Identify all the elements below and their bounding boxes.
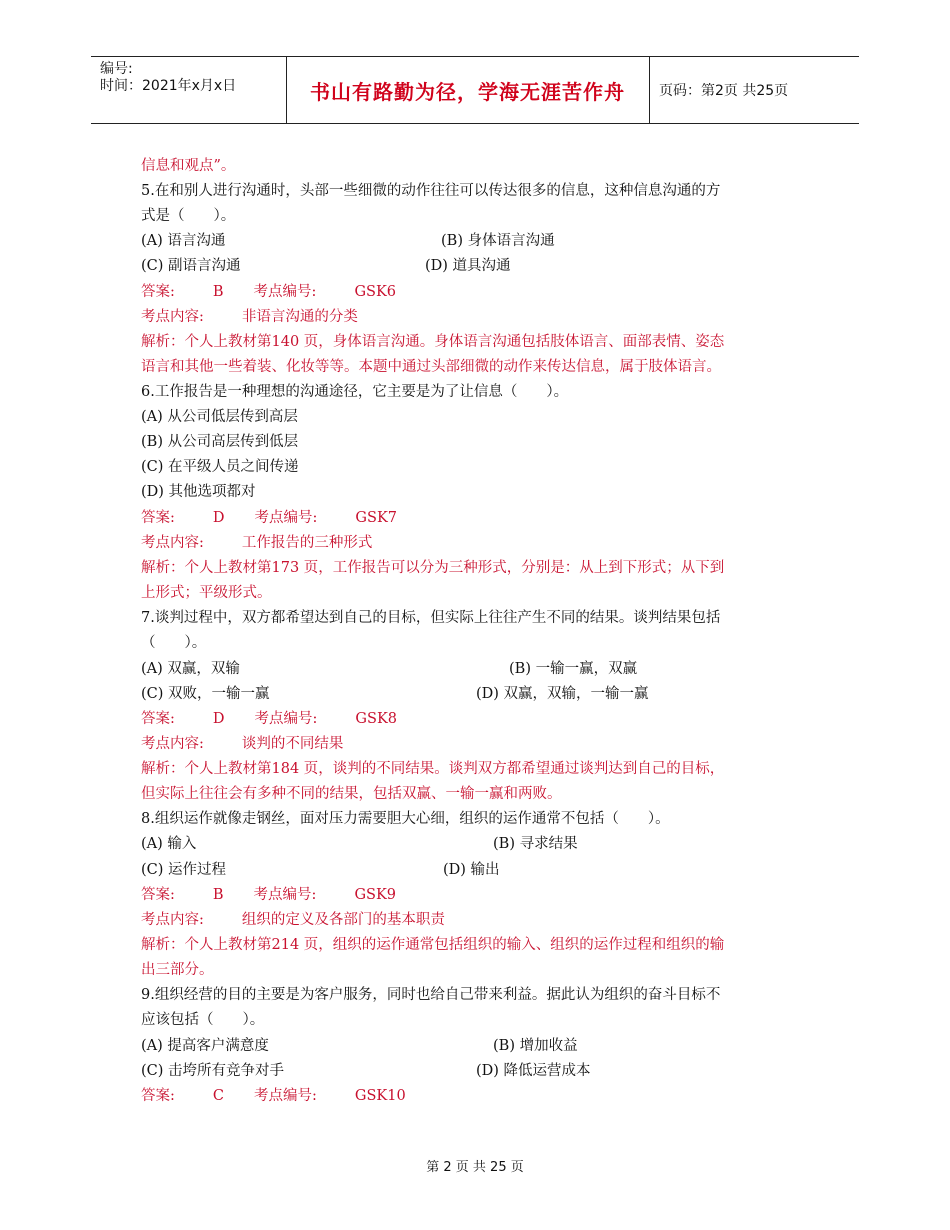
option-b: (B) 寻求结果 [493, 836, 578, 852]
question-7-text: 7.谈判过程中，双方都希望达到自己的目标，但实际上往往产生不同的结果。谈判结果包括 [141, 610, 721, 626]
explanation-text: 解析：个人上教材第184 页，谈判的不同结果。谈判双方都希望通过谈判达到自己的目标， [141, 761, 725, 777]
option-a: (A) 从公司低层传到高层 [141, 409, 298, 425]
topic-line: 考点内容: 工作报告的三种形式 [141, 535, 373, 551]
question-9-text: 9.组织经营的目的主要是为客户服务，同时也给自己带来利益。据此认为组织的奋斗目标不 [141, 987, 721, 1003]
header-motto: 书山有路勤为径，学海无涯苦作舟 [310, 79, 625, 104]
answer-line: 答案: D 考点编号: GSK8 [141, 711, 397, 727]
answer-line: 答案: C 考点编号: GSK10 [141, 1088, 406, 1104]
question-5-text: 5.在和别人进行沟通时，头部一些细微的动作往往可以传达很多的信息，这种信息沟通的方 [141, 183, 721, 199]
question-8-text: 8.组织运作就像走钢丝，面对压力需要胆大心细，组织的运作通常不包括（ ）。 [141, 811, 670, 827]
option-b: (B) 一输一赢，双赢 [509, 661, 638, 677]
explanation-text: 解析：个人上教材第214 页，组织的运作通常包括组织的输入、组织的运作过程和组织的输 [141, 937, 725, 953]
option-b: (B) 从公司高层传到低层 [141, 434, 299, 450]
option-d: (D) 双赢，双输，一输一赢 [476, 686, 649, 702]
topic-line: 考点内容: 组织的定义及各部门的基本职责 [141, 912, 445, 928]
option-d: (D) 输出 [443, 862, 500, 878]
serial-label: 编号: [100, 61, 133, 77]
topic-line: 考点内容: 谈判的不同结果 [141, 736, 344, 752]
option-a: (A) 双赢，双输 [141, 661, 240, 677]
question-7-text: （ ）。 [141, 635, 207, 651]
question-5-text: 式是（ ）。 [141, 208, 236, 224]
option-b: (B) 身体语言沟通 [441, 233, 555, 249]
page-footer: 第 2 页 共 25 页 [426, 1160, 524, 1175]
page-header [91, 56, 859, 124]
option-c: (C) 运作过程 [141, 862, 227, 878]
explanation-text: 解析：个人上教材第173 页，工作报告可以分为三种形式，分别是：从上到下形式；从下到 [141, 560, 725, 576]
option-c: (C) 击垮所有竞争对手 [141, 1063, 285, 1079]
header-meta [100, 61, 236, 95]
topic-line: 考点内容: 非语言沟通的分类 [141, 309, 358, 325]
option-a: (A) 语言沟通 [141, 233, 226, 249]
answer-line: 答案: B 考点编号: GSK9 [141, 887, 397, 903]
answer-line: 答案: D 考点编号: GSK7 [141, 510, 397, 526]
text-line: 信息和观点”。 [141, 158, 236, 174]
explanation-text: 语言和其他一些着装、化妆等等。本题中通过头部细微的动作来传达信息，属于肢体语言。 [141, 359, 721, 375]
answer-line: 答案: B 考点编号: GSK6 [141, 284, 397, 300]
explanation-text: 上形式；平级形式。 [141, 585, 272, 601]
header-page-label: 页码：第2页 共25页 [659, 83, 789, 99]
question-9-text: 应该包括（ ）。 [141, 1012, 265, 1028]
header-divider [649, 57, 650, 123]
option-a: (A) 输入 [141, 836, 197, 852]
question-6-text: 6.工作报告是一种理想的沟通途径，它主要是为了让信息（ ）。 [141, 384, 569, 400]
option-c: (C) 双败，一输一赢 [141, 686, 270, 702]
explanation-text: 但实际上往往会有多种不同的结果，包括双赢、一输一赢和两败。 [141, 786, 562, 802]
explanation-text: 解析：个人上教材第140 页，身体语言沟通。身体语言沟通包括肢体语言、面部表情、姿态 [141, 334, 725, 350]
time-label: 时间：2021年x月x日 [100, 78, 237, 94]
option-c: (C) 副语言沟通 [141, 258, 241, 274]
option-d: (D) 道具沟通 [425, 258, 511, 274]
option-b: (B) 增加收益 [493, 1038, 578, 1054]
explanation-text: 出三部分。 [141, 962, 214, 978]
option-c: (C) 在平级人员之间传递 [141, 459, 299, 475]
option-d: (D) 其他选项都对 [141, 484, 256, 500]
option-d: (D) 降低运营成本 [476, 1063, 591, 1079]
option-a: (A) 提高客户满意度 [141, 1038, 269, 1054]
